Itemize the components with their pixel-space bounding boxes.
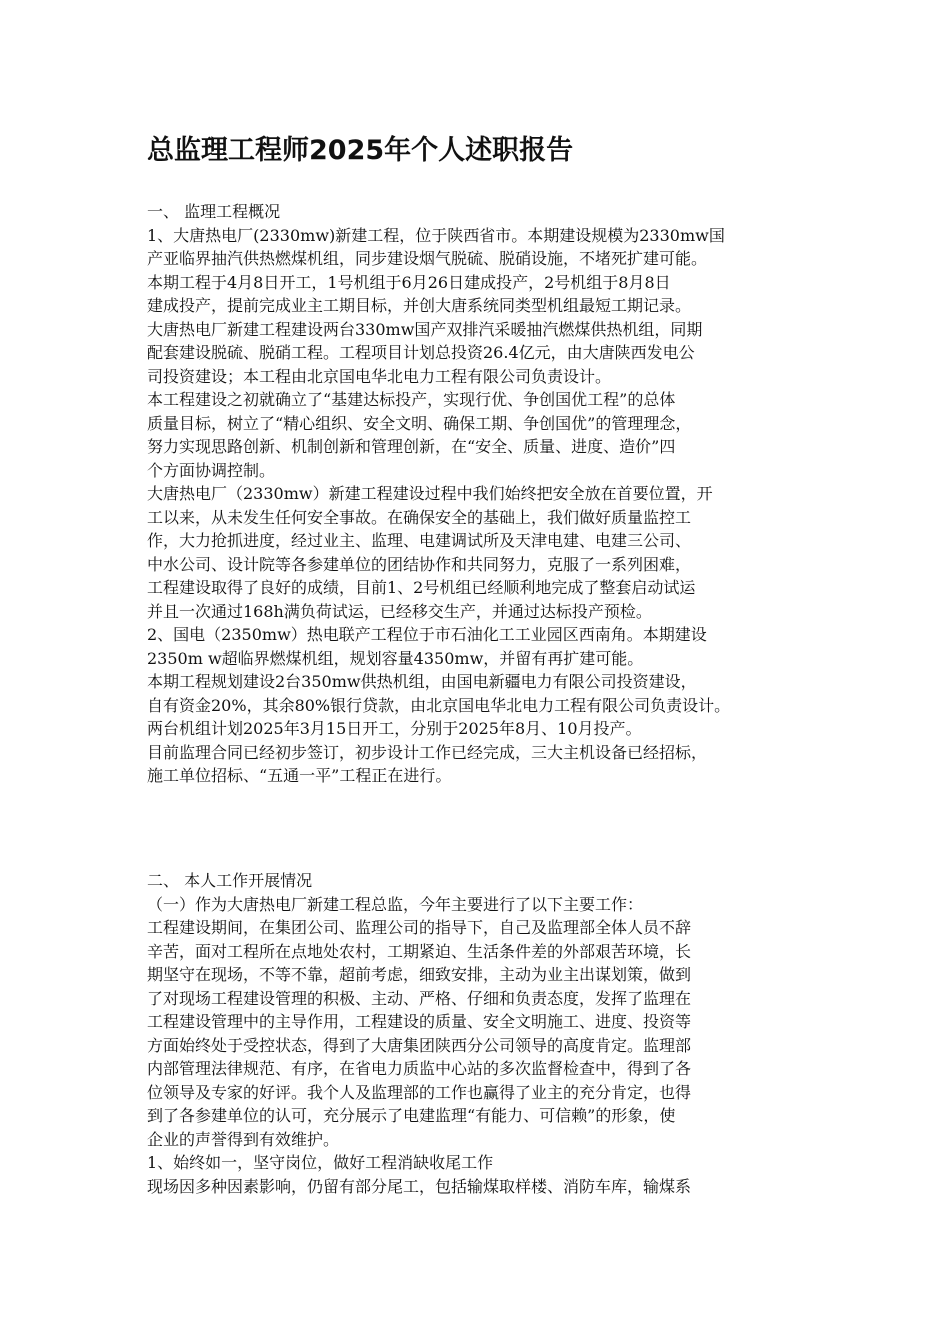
paragraph-line: 建成投产，提前完成业主工期目标，并创大唐系统同类型机组最短工期记录。 <box>147 296 692 315</box>
paragraph-line: 方面始终处于受控状态，得到了大唐集团陕西分公司领导的高度肯定。监理部 <box>147 1035 692 1055</box>
paragraph-line: 中水公司、设计院等各参建单位的团结协作和共同努力，克服了一系列困难， <box>147 554 692 574</box>
paragraph-line: 配套建设脱硫、脱硝工程。工程项目计划总投资26.4亿元，由大唐陕西发电公 <box>147 343 695 362</box>
paragraph-line: 内部管理法律规范、有序，在省电力质监中心站的多次监督检查中，得到了各 <box>147 1059 692 1078</box>
paragraph-line: 一、 监理工程概况 <box>147 202 281 221</box>
paragraph-line: 大唐热电厂新建工程建设两台330mw国产双排汽采暖抽汽燃煤供热机组，同期 <box>147 319 703 339</box>
paragraph-line: 了对现场工程建设管理的积极、主动、严格、仔细和负责态度，发挥了监理在 <box>147 988 692 1008</box>
paragraph-line: 两台机组计划2025年3月15日开工，分别于2025年8月、10月投产。 <box>147 719 642 738</box>
paragraph-line: 辛苦，面对工程所在点地处农村，工期紧迫、生活条件差的外部艰苦环境，长 <box>147 941 692 961</box>
paragraph-line: 努力实现思路创新、机制创新和管理创新，在“安全、质量、进度、造价”四 <box>147 437 676 456</box>
paragraph-line: 工程建设管理中的主导作用，工程建设的质量、安全文明施工、进度、投资等 <box>147 1012 692 1031</box>
paragraph-line: 并且一次通过168h满负荷试运，已经移交生产，并通过达标投产预检。 <box>147 601 652 621</box>
paragraph-line: 工以来，从未发生任何安全事故。在确保安全的基础上，我们做好质量监控工 <box>147 507 692 527</box>
section-overview <box>147 200 827 788</box>
paragraph-line: 企业的声誉得到有效维护。 <box>147 1129 340 1149</box>
paragraph-line: 到了各参建单位的认可，充分展示了电建监理“有能力、可信赖”的形象，使 <box>147 1106 676 1125</box>
section-work-progress <box>147 869 827 1198</box>
paragraph-line: 本工程建设之初就确立了“基建达标投产，实现行优、争创国优工程”的总体 <box>147 390 676 409</box>
paragraph-line: 质量目标，树立了“精心组织、安全文明、确保工期、争创国优”的管理理念， <box>147 413 692 433</box>
paragraph-line: 1、始终如一，坚守岗位，做好工程消缺收尾工作 <box>147 1153 494 1172</box>
paragraph-line: 位领导及专家的好评。我个人及监理部的工作也赢得了业主的充分肯定，也得 <box>147 1082 692 1102</box>
paragraph-line: 2350m w超临界燃煤机组，规划容量4350mw，并留有再扩建可能。 <box>147 648 644 668</box>
paragraph-line: 本期工程规划建设2台350mw供热机组，由国电新疆电力有限公司投资建设， <box>147 672 697 691</box>
paragraph-line: 本期工程于4月8日开工，1号机组于6月26日建成投产，2号机组于8月8日 <box>147 272 671 292</box>
paragraph-line: 自有资金20%，其余80%银行贷款，由北京国电华北电力工程有限公司负责设计。 <box>147 695 731 715</box>
paragraph-line: 工程建设期间，在集团公司、监理公司的指导下，自己及监理部全体人员不辞 <box>147 918 692 937</box>
paragraph-line: 施工单位招标、“五通一平”工程正在进行。 <box>147 766 452 785</box>
paragraph-line: 2、国电（2350mw）热电联产工程位于市石油化工工业园区西南角。本期建设 <box>147 625 707 644</box>
paragraph-line: 目前监理合同已经初步签订，初步设计工作已经完成，三大主机设备已经招标， <box>147 742 708 762</box>
paragraph-line: 产亚临界抽汽供热燃煤机组，同步建设烟气脱硫、脱硝设施，不堵死扩建可能。 <box>147 249 708 268</box>
paragraph-line: 二、 本人工作开展情况 <box>147 871 313 890</box>
paragraph-line: 工程建设取得了良好的成绩，目前1、2号机组已经顺利地完成了整套启动试运 <box>147 578 696 597</box>
page-title: 总监理工程师2025年个人述职报告 <box>147 135 574 166</box>
paragraph-line: （一）作为大唐热电厂新建工程总监，今年主要进行了以下主要工作： <box>147 894 644 914</box>
paragraph-line: 1、大唐热电厂(2330mw)新建工程，位于陕西省市。本期建设规模为2330mw国 <box>147 225 725 245</box>
paragraph-line: 个方面协调控制。 <box>147 460 276 480</box>
paragraph-line: 大唐热电厂（2330mw）新建工程建设过程中我们始终把安全放在首要位置，开 <box>147 484 713 503</box>
paragraph-line: 现场因多种因素影响，仍留有部分尾工，包括输煤取样楼、消防车库，输煤系 <box>147 1176 692 1196</box>
paragraph-line: 司投资建设；本工程由北京国电华北电力工程有限公司负责设计。 <box>147 366 612 386</box>
paragraph-line: 作，大力抢抓进度，经过业主、监理、电建调试所及天津电建、电建三公司、 <box>147 531 692 550</box>
paragraph-line: 期坚守在现场，不等不靠，超前考虑，细致安排，主动为业主出谋划策，做到 <box>147 965 692 984</box>
